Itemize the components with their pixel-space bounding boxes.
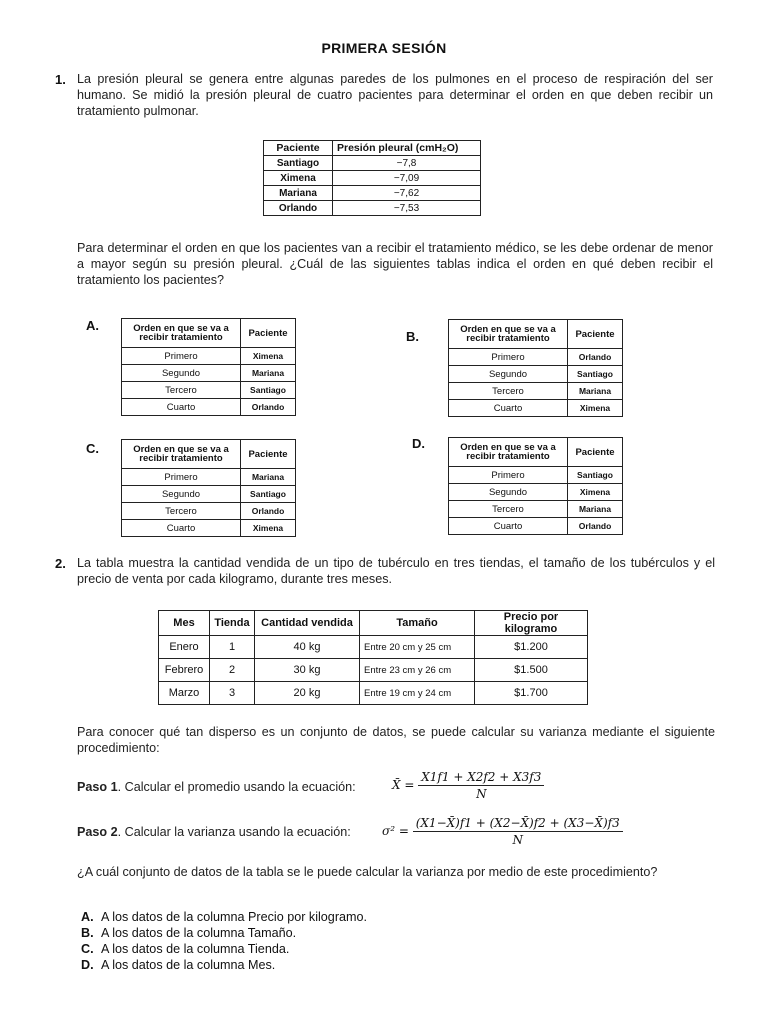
step-2-text: . Calcular la varianza usando la ecuación:: [117, 825, 351, 839]
size-cell: Entre 19 cm y 24 cm: [360, 682, 475, 705]
question-2-prompt: ¿A cuál conjunto de datos de la tabla se le puede calcular la varianza por medio de este procedimiento?: [77, 865, 658, 879]
step-1-label: Paso 1: [77, 780, 118, 794]
sales-table-header: Precio por kilogramo: [475, 611, 588, 636]
order-header: Orden en que se va a recibir tratamiento: [449, 438, 568, 467]
answer-list: [81, 909, 701, 973]
pressure-value: −7,09: [333, 171, 481, 186]
table-row: [159, 636, 588, 659]
mean-denominator: N: [476, 787, 487, 801]
pressure-value: −7,53: [333, 201, 481, 216]
sales-table-header: Cantidad vendida: [255, 611, 360, 636]
table-row: [122, 382, 296, 399]
variance-numerator: (X1−X̄)f1 + (X2−X̄)f2 + (X3−X̄)f3: [413, 816, 623, 832]
mean-fraction: [418, 770, 544, 801]
option-b-label: B.: [406, 329, 419, 344]
quantity-cell: 20 kg: [255, 682, 360, 705]
pressure-table-header: Paciente: [264, 141, 333, 156]
table-row: [449, 349, 623, 366]
order-label: Tercero: [449, 383, 568, 400]
option-c-label: C.: [86, 441, 99, 456]
sales-table-header: Tienda: [210, 611, 255, 636]
order-header: Orden en que se va a recibir tratamiento: [122, 440, 241, 469]
pressure-value: −7,8: [333, 156, 481, 171]
patient-name: Santiago: [568, 366, 623, 383]
month-cell: Marzo: [159, 682, 210, 705]
size-cell: Entre 23 cm y 26 cm: [360, 659, 475, 682]
table-row: [264, 186, 481, 201]
order-label: Primero: [122, 348, 241, 365]
answer-label: A.: [81, 910, 94, 924]
size-cell: Entre 20 cm y 25 cm: [360, 636, 475, 659]
option-d-table[interactable]: [448, 437, 623, 535]
table-row: [449, 484, 623, 501]
answer-label: D.: [81, 958, 94, 972]
table-row: [264, 156, 481, 171]
order-label: Primero: [449, 467, 568, 484]
option-c-table[interactable]: [121, 439, 296, 537]
table-row: [264, 171, 481, 186]
order-label: Segundo: [122, 365, 241, 382]
option-d-label: D.: [412, 436, 425, 451]
patient-name: Orlando: [264, 201, 333, 216]
answer-text: A los datos de la columna Tienda.: [101, 942, 290, 956]
procedure-intro: Para conocer qué tan disperso es un conjunto de datos, se puede calcular su varianza mediante el siguiente procedimiento:: [77, 725, 715, 755]
patient-name: Santiago: [568, 467, 623, 484]
store-cell: 1: [210, 636, 255, 659]
answer-text: A los datos de la columna Mes.: [101, 958, 276, 972]
order-header: Orden en que se va a recibir tratamiento: [122, 319, 241, 348]
patient-name: Mariana: [241, 469, 296, 486]
table-row: [264, 201, 481, 216]
pressure-table-header: Presión pleural (cmH₂O): [333, 141, 481, 156]
mean-numerator: X1f1 + X2f2 + X3f3: [418, 770, 544, 786]
month-cell: Enero: [159, 636, 210, 659]
table-row: [449, 467, 623, 484]
patient-name: Mariana: [568, 501, 623, 518]
order-header: Orden en que se va a recibir tratamiento: [449, 320, 568, 349]
answer-option[interactable]: [81, 957, 701, 973]
option-a-table[interactable]: [121, 318, 296, 416]
order-label: Segundo: [122, 486, 241, 503]
step-1: [77, 779, 397, 795]
patient-header: Paciente: [568, 438, 623, 467]
price-cell: $1.700: [475, 682, 588, 705]
patient-name: Ximena: [241, 348, 296, 365]
price-cell: $1.200: [475, 636, 588, 659]
order-label: Primero: [449, 349, 568, 366]
patient-name: Orlando: [241, 399, 296, 416]
patient-name: Mariana: [264, 186, 333, 201]
quantity-cell: 30 kg: [255, 659, 360, 682]
variance-formula: [382, 816, 623, 847]
pressure-table: [263, 140, 481, 216]
patient-name: Mariana: [568, 383, 623, 400]
patient-name: Orlando: [241, 503, 296, 520]
patient-name: Ximena: [568, 400, 623, 417]
question-2-number: 2.: [55, 556, 66, 571]
table-row: [122, 520, 296, 537]
option-a-label: A.: [86, 318, 99, 333]
store-cell: 2: [210, 659, 255, 682]
table-row: [449, 383, 623, 400]
month-cell: Febrero: [159, 659, 210, 682]
answer-option[interactable]: [81, 909, 701, 925]
patient-name: Orlando: [568, 349, 623, 366]
table-row: [159, 659, 588, 682]
table-row: [122, 399, 296, 416]
order-label: Cuarto: [122, 520, 241, 537]
sales-table-header: Tamaño: [360, 611, 475, 636]
patient-name: Mariana: [241, 365, 296, 382]
variance-denominator: N: [512, 833, 523, 847]
table-row: [122, 365, 296, 382]
table-row: [449, 518, 623, 535]
option-b-table[interactable]: [448, 319, 623, 417]
patient-name: Ximena: [568, 484, 623, 501]
patient-name: Santiago: [264, 156, 333, 171]
question-1-intro: La presión pleural se genera entre algunas paredes de los pulmones en el proceso de respiración del ser humano. Se midió la presión pleural de cuatro pacientes para determinar el orden en que deben recibir un tratamiento pulmonar.: [77, 72, 713, 118]
order-label: Tercero: [122, 503, 241, 520]
answer-text: A los datos de la columna Tamaño.: [101, 926, 297, 940]
order-label: Cuarto: [449, 518, 568, 535]
table-row: [122, 348, 296, 365]
table-row: [449, 366, 623, 383]
patient-name: Ximena: [241, 520, 296, 537]
sales-table: [158, 610, 588, 705]
step-2: [77, 824, 397, 840]
sales-table-header: Mes: [159, 611, 210, 636]
patient-name: Santiago: [241, 382, 296, 399]
question-1-prompt: Para determinar el orden en que los pacientes van a recibir el tratamiento médico, se les debe ordenar de menor a mayor según su presión pleural. ¿Cuál de las siguientes tablas indica el orden en qué deben recibir el tratamiento los pacientes?: [77, 241, 713, 287]
step-2-label: Paso 2: [77, 825, 118, 839]
table-row: [122, 503, 296, 520]
answer-option[interactable]: [81, 925, 701, 941]
table-row: [159, 682, 588, 705]
answer-option[interactable]: [81, 941, 701, 957]
patient-header: Paciente: [241, 440, 296, 469]
question-2-intro: La tabla muestra la cantidad vendida de un tipo de tubérculo en tres tiendas, el tamaño de los tubérculos y el precio de venta por cada kilogramo, durante tres meses.: [77, 556, 715, 586]
mean-lhs: X̄ =: [392, 778, 415, 792]
order-label: Segundo: [449, 484, 568, 501]
patient-name: Santiago: [241, 486, 296, 503]
answer-label: C.: [81, 942, 94, 956]
price-cell: $1.500: [475, 659, 588, 682]
answer-text: A los datos de la columna Precio por kilogramo.: [101, 910, 368, 924]
step-1-text: . Calcular el promedio usando la ecuación:: [117, 780, 356, 794]
order-label: Tercero: [449, 501, 568, 518]
order-label: Tercero: [122, 382, 241, 399]
table-row: [449, 400, 623, 417]
patient-header: Paciente: [241, 319, 296, 348]
order-label: Primero: [122, 469, 241, 486]
order-label: Cuarto: [449, 400, 568, 417]
variance-fraction: [413, 816, 623, 847]
question-1-number: 1.: [55, 72, 66, 87]
patient-header: Paciente: [568, 320, 623, 349]
patient-name: Ximena: [264, 171, 333, 186]
table-row: [122, 469, 296, 486]
order-label: Cuarto: [122, 399, 241, 416]
table-row: [449, 501, 623, 518]
store-cell: 3: [210, 682, 255, 705]
patient-name: Orlando: [568, 518, 623, 535]
variance-lhs: σ² =: [382, 824, 409, 838]
order-label: Segundo: [449, 366, 568, 383]
quantity-cell: 40 kg: [255, 636, 360, 659]
pressure-value: −7,62: [333, 186, 481, 201]
mean-formula: [392, 770, 544, 801]
answer-label: B.: [81, 926, 94, 940]
page-title: PRIMERA SESIÓN: [321, 40, 447, 56]
table-row: [122, 486, 296, 503]
